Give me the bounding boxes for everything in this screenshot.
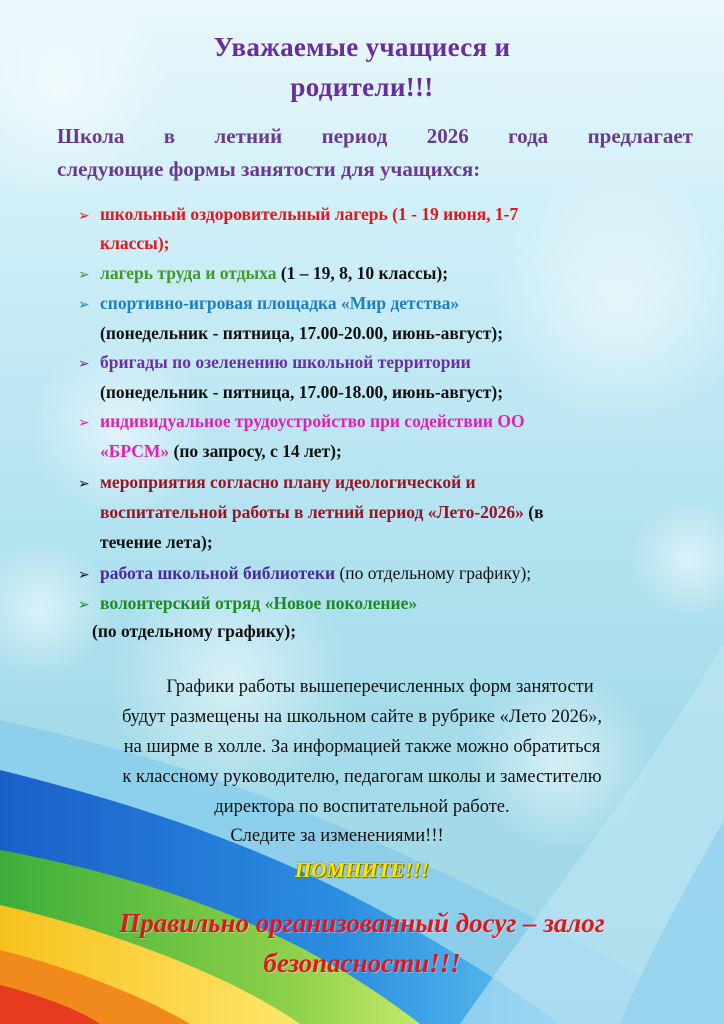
- closing-slogan-line-2: безопасности!!!: [263, 948, 461, 978]
- page-title-line-2: родители!!!: [290, 72, 434, 102]
- arrow-bullet-icon: ➢: [78, 267, 90, 283]
- intro-line-2: следующие формы занятости для учащихся:: [57, 157, 481, 181]
- list-item-labor-camp: [78, 259, 698, 290]
- list-item-details: (по отдельному графику);: [335, 563, 532, 583]
- list-item-text: волонтерский отряд «Новое поколение»: [100, 593, 418, 613]
- closing-slogan-line-1: Правильно организованный досуг – залог: [119, 908, 605, 938]
- arrow-bullet-icon: ➢: [78, 297, 90, 313]
- intro-line-1: Школа в летний период 2026 года предлагает: [57, 124, 693, 148]
- info-paragraph-line-1: Графики работы вышеперечисленных форм занятости: [166, 677, 594, 697]
- info-paragraph-line-5: директора по воспитательной работе.: [214, 797, 510, 817]
- list-item-details: (по отдельному графику);: [92, 621, 297, 641]
- list-item-library: [78, 559, 698, 590]
- list-item-continuation: классы);: [100, 233, 170, 253]
- list-item-text: спортивно-игровая площадка «Мир детства»: [100, 293, 460, 313]
- list-item-text: воспитательной работы в летний период «Лето-2026»: [100, 502, 524, 522]
- arrow-bullet-icon: ➢: [78, 356, 90, 372]
- list-item-details: (по запросу, с 14 лет);: [169, 441, 342, 461]
- list-item-details: течение лета);: [100, 532, 213, 552]
- info-paragraph-line-3: на ширме в холле. За информацией также можно обратиться: [123, 737, 601, 757]
- list-item-text: мероприятия согласно плану идеологической и: [100, 472, 476, 492]
- list-item-text: школьный оздоровительный лагерь (1 - 19 июня, 1-7: [100, 204, 519, 224]
- list-item-events: [78, 468, 698, 499]
- arrow-bullet-icon: ➢: [78, 208, 90, 224]
- arrow-bullet-icon: ➢: [78, 597, 90, 613]
- list-item-text: лагерь труда и отдыха: [100, 263, 277, 283]
- list-item-text: «БРСМ»: [100, 441, 170, 461]
- page-title-line-1: Уважаемые учащиеся и: [213, 32, 511, 62]
- info-paragraph-line-2: будут размещены на школьном сайте в рубрике «Лето 2026»,: [121, 707, 603, 727]
- list-item-sports-ground: [78, 289, 698, 320]
- list-item-details: (понедельник - пятница, 17.00-20.00, июнь-август);: [100, 323, 504, 343]
- arrow-bullet-icon: ➢: [78, 415, 90, 431]
- info-paragraph-line-4: к классному руководителю, педагогам школы и заместителю: [122, 767, 602, 787]
- list-item-greening-brigades: [78, 348, 698, 379]
- list-item-text: работа школьной библиотеки: [100, 563, 336, 583]
- arrow-bullet-icon: ➢: [78, 476, 90, 492]
- remember-heading: ПОМНИТЕ!!!: [294, 858, 430, 882]
- list-item-employment: [78, 407, 698, 438]
- list-item-details: (понедельник - пятница, 17.00-18.00, июнь-август);: [100, 382, 504, 402]
- list-item-text: бригады по озеленению школьной территории: [100, 352, 471, 372]
- list-item-health-camp: [78, 200, 698, 231]
- list-item-volunteers: [78, 589, 698, 620]
- arrow-bullet-icon: ➢: [78, 567, 90, 583]
- list-item-details: (1 – 19, 8, 10 классы);: [276, 263, 449, 283]
- list-item-text: индивидуальное трудоустройство при содействии ОО: [100, 411, 525, 431]
- info-paragraph-line-6: Следите за изменениями!!!: [230, 826, 444, 846]
- list-item-details: (в: [523, 502, 544, 522]
- list-item-continuation: [100, 437, 700, 466]
- list-item-continuation: [100, 498, 700, 527]
